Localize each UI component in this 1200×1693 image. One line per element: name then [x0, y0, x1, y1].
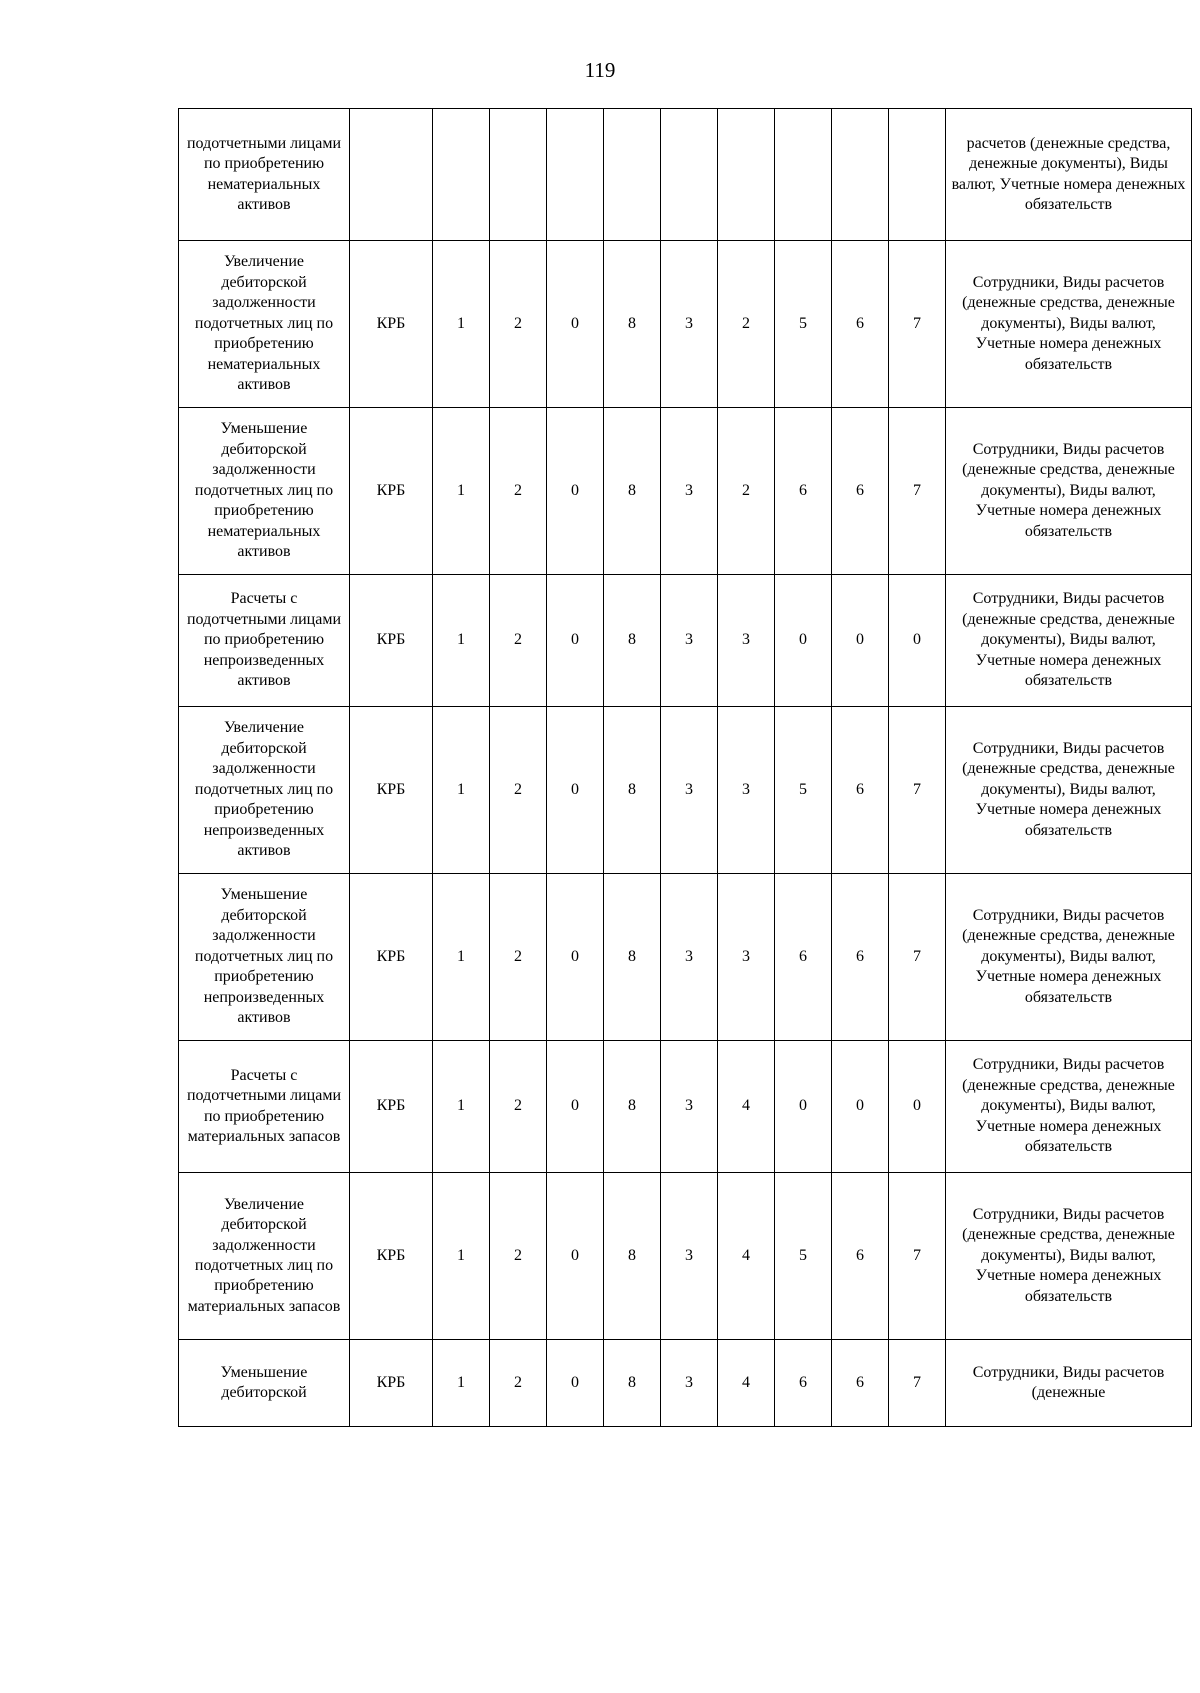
account-digit-cell: 1	[433, 241, 490, 408]
analytics-cell: Сотрудники, Виды расчетов (денежные средства, денежные документы), Виды валют, Учетные номера денежных обязательств	[946, 575, 1192, 707]
account-digit-cell: 3	[661, 408, 718, 575]
account-digit-cell: 2	[490, 874, 547, 1041]
account-digit-cell: 6	[775, 874, 832, 1041]
account-digit-cell: 0	[547, 241, 604, 408]
account-digit-cell: 6	[832, 1173, 889, 1340]
account-digit-cell: 0	[832, 575, 889, 707]
account-digit-cell: 8	[604, 408, 661, 575]
account-digit-cell: 3	[718, 874, 775, 1041]
account-digit-cell: 3	[661, 241, 718, 408]
account-digit-cell: 5	[775, 707, 832, 874]
code-cell: КРБ	[350, 408, 433, 575]
account-digit-cell: 2	[718, 408, 775, 575]
account-digit-cell: 0	[889, 1041, 946, 1173]
table-row	[179, 1173, 1192, 1340]
code-cell: КРБ	[350, 1340, 433, 1427]
account-digit-cell: 1	[433, 575, 490, 707]
table-row	[179, 874, 1192, 1041]
page-number: 119	[584, 58, 616, 82]
analytics-cell: Сотрудники, Виды расчетов (денежные средства, денежные документы), Виды валют, Учетные номера денежных обязательств	[946, 707, 1192, 874]
account-digit-cell: 3	[661, 1340, 718, 1427]
table-row	[179, 575, 1192, 707]
account-digit-cell: 2	[490, 241, 547, 408]
account-digit-cell: 2	[490, 575, 547, 707]
account-digit-cell: 2	[490, 1173, 547, 1340]
account-digit-cell: 5	[775, 1173, 832, 1340]
account-digit-cell: 8	[604, 1041, 661, 1173]
accounts-table-body	[179, 109, 1192, 1427]
account-digit-cell: 7	[889, 408, 946, 575]
account-digit-cell: 1	[433, 1340, 490, 1427]
account-digit-cell: 3	[661, 1041, 718, 1173]
account-digit-cell: 6	[775, 1340, 832, 1427]
code-cell: КРБ	[350, 1041, 433, 1173]
account-digit-cell: 2	[490, 1041, 547, 1173]
account-digit-cell: 3	[718, 575, 775, 707]
table-row	[179, 241, 1192, 408]
code-cell: КРБ	[350, 575, 433, 707]
code-cell: КРБ	[350, 241, 433, 408]
account-digit-cell: 0	[775, 1041, 832, 1173]
account-digit-cell: 4	[718, 1173, 775, 1340]
account-digit-cell: 0	[547, 874, 604, 1041]
account-digit-cell	[547, 109, 604, 241]
account-digit-cell: 2	[718, 241, 775, 408]
account-digit-cell: 0	[547, 575, 604, 707]
table-row	[179, 707, 1192, 874]
operation-name-cell: Уменьшение дебиторской задолженности подотчетных лиц по приобретению нематериальных активов	[179, 408, 350, 575]
account-digit-cell: 0	[547, 1041, 604, 1173]
account-digit-cell	[433, 109, 490, 241]
account-digit-cell: 3	[718, 707, 775, 874]
analytics-cell: расчетов (денежные средства, денежные документы), Виды валют, Учетные номера денежных обязательств	[946, 109, 1192, 241]
operation-name-cell: Уменьшение дебиторской задолженности подотчетных лиц по приобретению непроизведенных активов	[179, 874, 350, 1041]
table-row	[179, 1340, 1192, 1427]
account-digit-cell: 7	[889, 1173, 946, 1340]
account-digit-cell: 0	[547, 1340, 604, 1427]
account-digit-cell: 5	[775, 241, 832, 408]
account-digit-cell: 1	[433, 874, 490, 1041]
account-digit-cell: 7	[889, 707, 946, 874]
account-digit-cell: 0	[832, 1041, 889, 1173]
account-digit-cell: 7	[889, 241, 946, 408]
operation-name-cell: Уменьшение дебиторской	[179, 1340, 350, 1427]
account-digit-cell: 8	[604, 241, 661, 408]
account-digit-cell: 6	[832, 408, 889, 575]
table-row	[179, 408, 1192, 575]
account-digit-cell: 7	[889, 874, 946, 1041]
account-digit-cell: 8	[604, 575, 661, 707]
account-digit-cell: 3	[661, 1173, 718, 1340]
account-digit-cell: 3	[661, 874, 718, 1041]
account-digit-cell	[832, 109, 889, 241]
account-digit-cell: 6	[832, 874, 889, 1041]
operation-name-cell: Увеличение дебиторской задолженности подотчетных лиц по приобретению материальных запасов	[179, 1173, 350, 1340]
operation-name-cell: Расчеты с подотчетными лицами по приобретению непроизведенных активов	[179, 575, 350, 707]
code-cell: КРБ	[350, 707, 433, 874]
account-digit-cell: 1	[433, 408, 490, 575]
account-digit-cell: 8	[604, 874, 661, 1041]
account-digit-cell: 2	[490, 1340, 547, 1427]
account-digit-cell: 4	[718, 1041, 775, 1173]
analytics-cell: Сотрудники, Виды расчетов (денежные	[946, 1340, 1192, 1427]
account-digit-cell: 1	[433, 1041, 490, 1173]
account-digit-cell: 3	[661, 575, 718, 707]
account-digit-cell: 6	[832, 707, 889, 874]
account-digit-cell	[889, 109, 946, 241]
account-digit-cell: 1	[433, 707, 490, 874]
analytics-cell: Сотрудники, Виды расчетов (денежные средства, денежные документы), Виды валют, Учетные номера денежных обязательств	[946, 1041, 1192, 1173]
account-digit-cell	[661, 109, 718, 241]
account-digit-cell: 6	[832, 1340, 889, 1427]
code-cell: КРБ	[350, 1173, 433, 1340]
account-digit-cell: 3	[661, 707, 718, 874]
account-digit-cell: 8	[604, 707, 661, 874]
account-digit-cell	[718, 109, 775, 241]
operation-name-cell: Расчеты с подотчетными лицами по приобретению материальных запасов	[179, 1041, 350, 1173]
analytics-cell: Сотрудники, Виды расчетов (денежные средства, денежные документы), Виды валют, Учетные номера денежных обязательств	[946, 1173, 1192, 1340]
account-digit-cell: 8	[604, 1340, 661, 1427]
account-digit-cell: 7	[889, 1340, 946, 1427]
account-digit-cell: 0	[547, 1173, 604, 1340]
account-digit-cell	[775, 109, 832, 241]
account-digit-cell: 0	[775, 575, 832, 707]
table-row	[179, 109, 1192, 241]
accounts-table	[178, 108, 1192, 1427]
analytics-cell: Сотрудники, Виды расчетов (денежные средства, денежные документы), Виды валют, Учетные номера денежных обязательств	[946, 874, 1192, 1041]
operation-name-cell: подотчетными лицами по приобретению нематериальных активов	[179, 109, 350, 241]
account-digit-cell: 0	[889, 575, 946, 707]
account-digit-cell: 2	[490, 408, 547, 575]
operation-name-cell: Увеличение дебиторской задолженности подотчетных лиц по приобретению непроизведенных активов	[179, 707, 350, 874]
account-digit-cell: 4	[718, 1340, 775, 1427]
table-row	[179, 1041, 1192, 1173]
account-digit-cell: 8	[604, 1173, 661, 1340]
account-digit-cell: 6	[832, 241, 889, 408]
analytics-cell: Сотрудники, Виды расчетов (денежные средства, денежные документы), Виды валют, Учетные номера денежных обязательств	[946, 408, 1192, 575]
account-digit-cell	[490, 109, 547, 241]
account-digit-cell: 0	[547, 707, 604, 874]
account-digit-cell: 0	[547, 408, 604, 575]
account-digit-cell	[604, 109, 661, 241]
account-digit-cell: 6	[775, 408, 832, 575]
analytics-cell: Сотрудники, Виды расчетов (денежные средства, денежные документы), Виды валют, Учетные номера денежных обязательств	[946, 241, 1192, 408]
code-cell: КРБ	[350, 874, 433, 1041]
code-cell	[350, 109, 433, 241]
account-digit-cell: 1	[433, 1173, 490, 1340]
account-digit-cell: 2	[490, 707, 547, 874]
operation-name-cell: Увеличение дебиторской задолженности подотчетных лиц по приобретению нематериальных активов	[179, 241, 350, 408]
